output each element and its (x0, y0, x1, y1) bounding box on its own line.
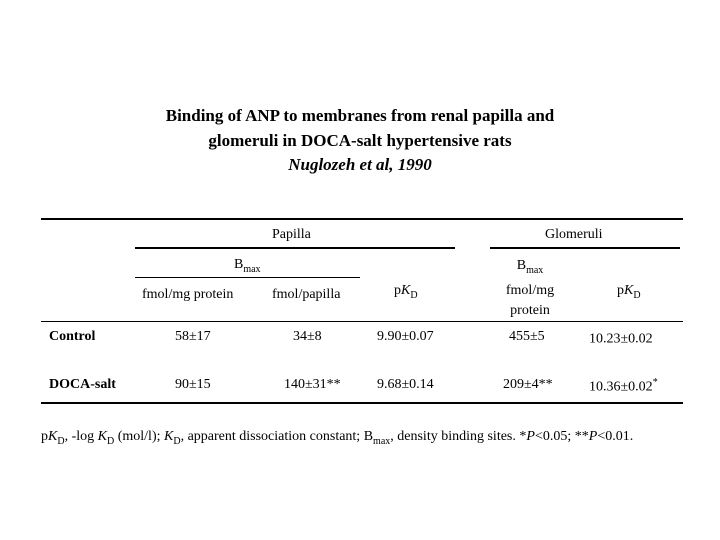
fn-a13: P (526, 429, 535, 444)
doca-glom-pkd-value: 10.36±0.02 (589, 379, 653, 395)
control-glom-pkd-value: 10.23±0.02 (589, 331, 653, 347)
cell-control-bmax-papilla: 34±8 (293, 329, 322, 344)
papilla-rule (135, 247, 455, 249)
bmax-header (234, 257, 261, 275)
fn-a12: , density binding sites. * (390, 429, 527, 444)
pkd-glomeruli-header (617, 283, 641, 301)
header-bottom-rule (41, 321, 683, 322)
doca-glom-pkd-mark: * (652, 377, 658, 388)
cell-doca-glom-pkd (589, 377, 658, 396)
pkd-papilla-header (394, 283, 418, 301)
glom-fmol-mg: fmol/mg (505, 282, 555, 298)
cell-doca-glom-bmax: 209±4** (503, 377, 553, 392)
glomeruli-header: Glomeruli (545, 227, 603, 242)
row-label-control: Control (49, 329, 96, 344)
fn-a2: K (48, 429, 58, 444)
glom-pkd-p: p (617, 283, 624, 298)
glom-pkd-k: K (624, 283, 634, 298)
bmax-sub: max (243, 263, 261, 275)
glom-protein: protein (510, 302, 550, 318)
fmol-mg-protein-header: fmol/mg protein (142, 287, 234, 302)
fmol-papilla-header: fmol/papilla (272, 287, 341, 302)
cell-control-glom-pkd (589, 329, 653, 348)
fn-a15: P (588, 429, 598, 444)
table-top-rule (41, 218, 683, 220)
fn-a7: (mol/l); (114, 429, 164, 444)
glom-bmax-sub: max (526, 264, 544, 276)
glom-pkd-sub: D (633, 289, 641, 301)
pkd-p: p (394, 283, 401, 298)
papilla-header: Papilla (272, 227, 311, 242)
fn-a5: K (97, 429, 107, 444)
cell-control-glom-bmax: 455±5 (509, 329, 545, 344)
pkd-k: K (401, 283, 411, 298)
fn-a1: p (41, 429, 48, 444)
bmax-main: B (234, 257, 244, 272)
fn-a8: K (164, 429, 174, 444)
fn-a6: D (106, 435, 115, 447)
fn-a4: , -log (64, 429, 98, 444)
footnote (41, 428, 691, 451)
glom-bmax-main: B (516, 258, 527, 273)
title-line-1: Binding of ANP to membranes from renal papilla and (165, 106, 555, 125)
citation: Nuglozeh et al, 1990 (288, 155, 432, 174)
cell-control-bmax-protein: 58±17 (175, 329, 211, 344)
row-label-doca-salt: DOCA-salt (49, 377, 116, 392)
fn-a14: <0.05; ** (534, 429, 589, 444)
cell-doca-pkd-papilla: 9.68±0.14 (377, 377, 434, 392)
pkd-sub: D (410, 289, 418, 301)
fn-a3: D (57, 435, 65, 447)
cell-doca-bmax-papilla: 140±31** (284, 377, 341, 392)
cell-doca-bmax-protein: 90±15 (175, 377, 211, 392)
glomeruli-rule (490, 247, 680, 249)
title-line-2: glomeruli in DOCA-salt hypertensive rats (208, 131, 512, 150)
cell-control-pkd-papilla: 9.90±0.07 (377, 329, 434, 344)
table-bottom-rule (41, 402, 683, 404)
bmax-rule (135, 277, 360, 278)
glom-bmax-label (490, 256, 570, 281)
fn-a16: <0.01. (597, 429, 634, 444)
fn-a11: max (373, 435, 391, 447)
fn-a10: , apparent dissociation constant; B (180, 429, 374, 444)
fn-a9: D (173, 435, 181, 447)
glom-bmax-header (490, 256, 570, 321)
